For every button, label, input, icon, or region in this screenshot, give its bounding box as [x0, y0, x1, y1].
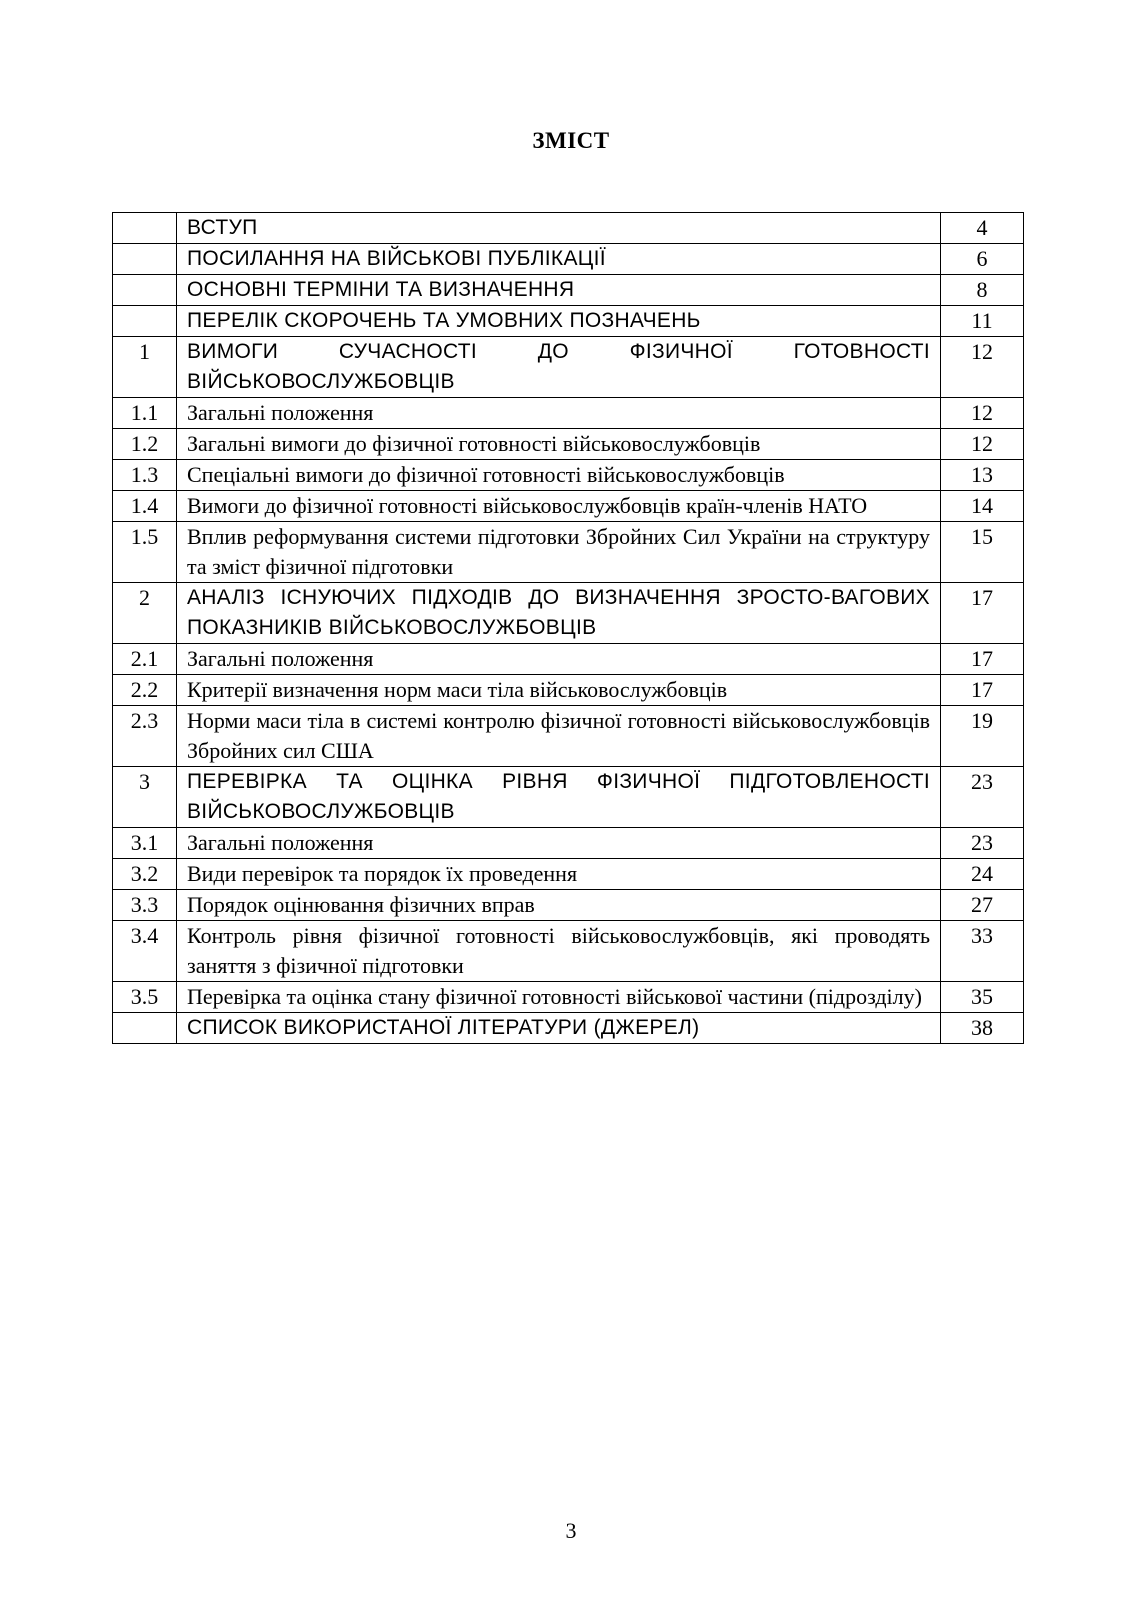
toc-section-number: 1.4 — [113, 491, 177, 522]
toc-row — [113, 244, 1024, 275]
toc-page-number: 17 — [941, 644, 1024, 675]
toc-row — [113, 828, 1024, 859]
toc-section-number — [113, 275, 177, 306]
toc-section-title: ПЕРЕЛІК СКОРОЧЕНЬ ТА УМОВНИХ ПОЗНАЧЕНЬ — [177, 306, 941, 337]
toc-row — [113, 890, 1024, 921]
toc-section-number: 1.3 — [113, 460, 177, 491]
toc-section-title: ПЕРЕВІРКА ТА ОЦІНКА РІВНЯ ФІЗИЧНОЇ ПІДГОТОВЛЕНОСТІ ВІЙСЬКОВОСЛУЖБОВЦІВ — [177, 767, 941, 828]
toc-page-number: 17 — [941, 583, 1024, 644]
toc-section-title: Перевірка та оцінка стану фізичної готовності військової частини (підрозділу) — [177, 982, 941, 1013]
toc-row — [113, 921, 1024, 982]
toc-section-title: Загальні вимоги до фізичної готовності військовослужбовців — [177, 429, 941, 460]
toc-section-title: Норми маси тіла в системі контролю фізичної готовності військовослужбовців Збройних сил США — [177, 706, 941, 767]
page-title: ЗМІСТ — [532, 128, 610, 153]
toc-section-number: 3 — [113, 767, 177, 828]
toc-section-title: ВСТУП — [177, 213, 941, 244]
toc-page-number: 19 — [941, 706, 1024, 767]
toc-page-number: 24 — [941, 859, 1024, 890]
toc-section-number: 1.1 — [113, 398, 177, 429]
toc-page-number: 27 — [941, 890, 1024, 921]
toc-section-number: 3.3 — [113, 890, 177, 921]
toc-page-number: 6 — [941, 244, 1024, 275]
toc-row — [113, 460, 1024, 491]
toc-page-number: 15 — [941, 522, 1024, 583]
toc-section-number: 3.5 — [113, 982, 177, 1013]
toc-row — [113, 675, 1024, 706]
toc-page-number: 11 — [941, 306, 1024, 337]
toc-section-number: 3.4 — [113, 921, 177, 982]
toc-section-title: Види перевірок та порядок їх проведення — [177, 859, 941, 890]
toc-row — [113, 982, 1024, 1013]
table-of-contents — [112, 212, 1024, 1044]
toc-section-number: 1.5 — [113, 522, 177, 583]
toc-section-title: ПОСИЛАННЯ НА ВІЙСЬКОВІ ПУБЛІКАЦІЇ — [177, 244, 941, 275]
toc-body — [113, 213, 1024, 1044]
toc-section-number: 2.3 — [113, 706, 177, 767]
toc-row — [113, 398, 1024, 429]
toc-page-number: 13 — [941, 460, 1024, 491]
toc-section-number — [113, 1013, 177, 1044]
toc-section-title: ВИМОГИ СУЧАСНОСТІ ДО ФІЗИЧНОЇ ГОТОВНОСТІ ВІЙСЬКОВОСЛУЖБОВЦІВ — [177, 337, 941, 398]
toc-page-number: 12 — [941, 398, 1024, 429]
toc-section-title: Спеціальні вимоги до фізичної готовності військовослужбовців — [177, 460, 941, 491]
toc-section-title: Вимоги до фізичної готовності військовослужбовців країн-членів НАТО — [177, 491, 941, 522]
toc-section-title: Загальні положення — [177, 644, 941, 675]
toc-section-number: 2 — [113, 583, 177, 644]
toc-row — [113, 213, 1024, 244]
toc-row — [113, 644, 1024, 675]
toc-page-number: 23 — [941, 828, 1024, 859]
toc-page-number: 14 — [941, 491, 1024, 522]
toc-section-title: АНАЛІЗ ІСНУЮЧИХ ПІДХОДІВ ДО ВИЗНАЧЕННЯ ЗРОСТО-ВАГОВИХ ПОКАЗНИКІВ ВІЙСЬКОВОСЛУЖБОВЦІВ — [177, 583, 941, 644]
toc-section-number — [113, 244, 177, 275]
toc-row — [113, 275, 1024, 306]
toc-section-title: СПИСОК ВИКОРИСТАНОЇ ЛІТЕРАТУРИ (ДЖЕРЕЛ) — [177, 1013, 941, 1044]
toc-section-title: Загальні положення — [177, 398, 941, 429]
toc-section-title: Контроль рівня фізичної готовності військовослужбовців, які проводять заняття з фізичної підготовки — [177, 921, 941, 982]
toc-section-title: Порядок оцінювання фізичних вправ — [177, 890, 941, 921]
toc-section-number — [113, 213, 177, 244]
toc-row — [113, 1013, 1024, 1044]
toc-row — [113, 859, 1024, 890]
toc-section-number: 1.2 — [113, 429, 177, 460]
toc-page-number: 35 — [941, 982, 1024, 1013]
toc-section-title: Загальні положення — [177, 828, 941, 859]
toc-section-number — [113, 306, 177, 337]
toc-row — [113, 706, 1024, 767]
toc-row — [113, 337, 1024, 398]
toc-section-number: 2.1 — [113, 644, 177, 675]
toc-row — [113, 583, 1024, 644]
toc-section-title: Вплив реформування системи підготовки Збройних Сил України на структуру та зміст фізичної підготовки — [177, 522, 941, 583]
toc-row — [113, 429, 1024, 460]
toc-row — [113, 767, 1024, 828]
toc-page-number: 38 — [941, 1013, 1024, 1044]
toc-page-number: 17 — [941, 675, 1024, 706]
toc-section-title: ОСНОВНІ ТЕРМІНИ ТА ВИЗНАЧЕННЯ — [177, 275, 941, 306]
toc-section-title: Критерії визначення норм маси тіла військовослужбовців — [177, 675, 941, 706]
toc-page-number: 33 — [941, 921, 1024, 982]
toc-section-number: 3.1 — [113, 828, 177, 859]
toc-section-number: 3.2 — [113, 859, 177, 890]
toc-row — [113, 306, 1024, 337]
toc-row — [113, 491, 1024, 522]
toc-section-number: 1 — [113, 337, 177, 398]
toc-section-number: 2.2 — [113, 675, 177, 706]
toc-page-number: 12 — [941, 429, 1024, 460]
toc-page-number: 12 — [941, 337, 1024, 398]
page-number: 3 — [565, 1518, 577, 1543]
toc-page-number: 4 — [941, 213, 1024, 244]
toc-row — [113, 522, 1024, 583]
toc-page-number: 23 — [941, 767, 1024, 828]
toc-page-number: 8 — [941, 275, 1024, 306]
